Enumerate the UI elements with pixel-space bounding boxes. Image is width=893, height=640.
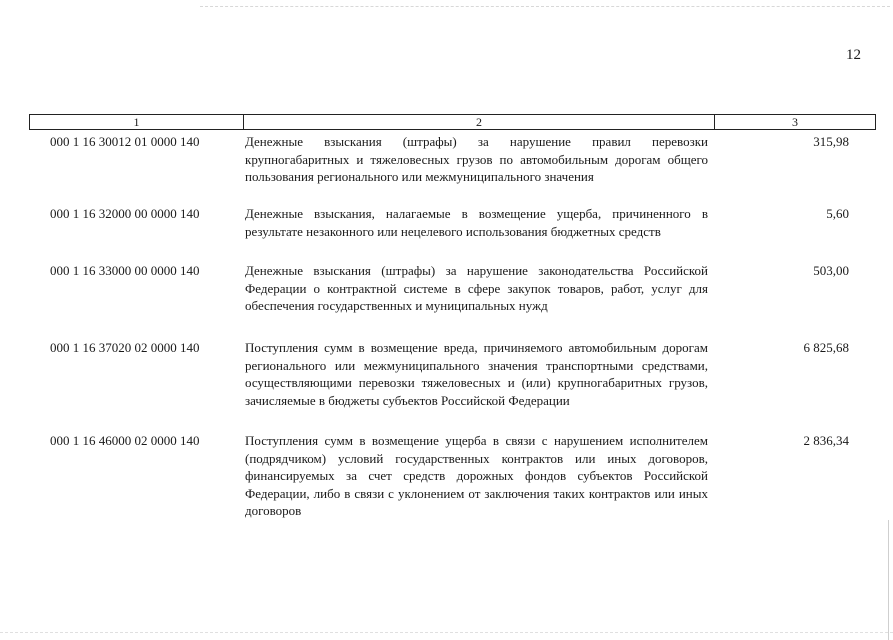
row-amount: 5,60 (826, 206, 849, 221)
row-description: Поступления сумм в возмещение вреда, причиняемого автомобильным дорогам регионального или межмуниципального значения транспортными средствами, осуществляющими перевозки тяжеловесных и (или) крупногабаритных грузов, зачисляемые в бюджеты субъектов Российской Федерации (245, 340, 708, 408)
scan-artifact-edge (888, 520, 889, 640)
row-amount: 2 836,34 (803, 433, 849, 448)
column-header-amount: 3 (792, 115, 798, 129)
row-description: Поступления сумм в возмещение ущерба в связи с нарушением исполнителем (подрядчиком) условий государственных контрактов или иных договоров, финансируемых за счет средств дорожных фондов субъектов Российской Федерации, либо в связи с уклонением от заключения таких контрактов или иных договоров (245, 433, 708, 518)
row-amount: 6 825,68 (803, 340, 849, 355)
scan-artifact-top (200, 6, 890, 7)
table-header (29, 114, 876, 130)
row-description: Денежные взыскания (штрафы) за нарушение законодательства Российской Федерации о контрактной системе в сфере закупок товаров, работ, услуг для обеспечения государственных и муниципальных нужд (245, 263, 708, 313)
column-header-code: 1 (30, 115, 244, 129)
budget-revenue-table (29, 114, 876, 524)
row-code: 000 1 16 46000 02 0000 140 (50, 433, 200, 448)
scan-artifact-bottom (0, 632, 893, 633)
row-description: Денежные взыскания (штрафы) за нарушение правил перевозки крупногабаритных и тяжеловесных грузов по автомобильным дорогам общего пользования регионального или межмуниципального значения (245, 134, 708, 184)
row-code: 000 1 16 37020 02 0000 140 (50, 340, 200, 355)
row-amount: 503,00 (813, 263, 849, 278)
page-number: 12 (846, 47, 861, 63)
table-row (29, 432, 876, 524)
table-row (29, 205, 876, 262)
row-code: 000 1 16 30012 01 0000 140 (50, 134, 200, 149)
table-row (29, 339, 876, 432)
row-code: 000 1 16 32000 00 0000 140 (50, 206, 200, 221)
row-description: Денежные взыскания, налагаемые в возмещение ущерба, причиненного в результате незаконного или нецелевого использования бюджетных средств (245, 206, 708, 239)
table-row (29, 130, 876, 205)
column-header-description: 2 (244, 115, 715, 129)
table-row (29, 262, 876, 339)
row-amount: 315,98 (813, 134, 849, 149)
row-code: 000 1 16 33000 00 0000 140 (50, 263, 200, 278)
